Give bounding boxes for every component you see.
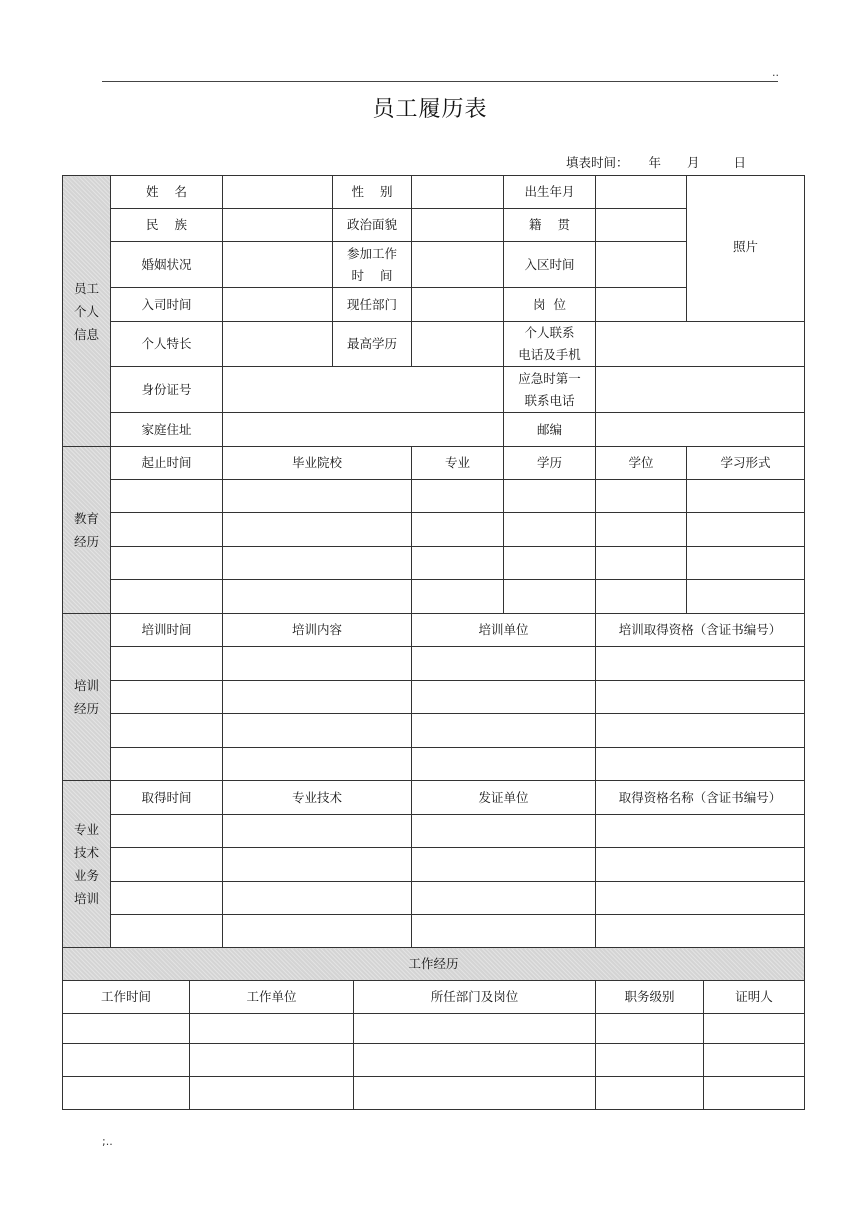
cell[interactable] [596, 580, 687, 614]
cell[interactable] [223, 815, 412, 848]
cell[interactable] [190, 1044, 354, 1077]
cell[interactable] [596, 1077, 704, 1110]
work-header-reference: 证明人 [704, 981, 805, 1014]
cell[interactable] [354, 1014, 596, 1044]
label-education-level: 最高学历 [333, 322, 412, 367]
work-header-employer: 工作单位 [190, 981, 354, 1014]
table-row [63, 580, 805, 614]
cell[interactable] [111, 681, 223, 714]
cell[interactable] [412, 681, 596, 714]
cell[interactable] [412, 815, 596, 848]
label-marital: 婚姻状况 [111, 242, 223, 288]
cell[interactable] [111, 815, 223, 848]
section-work-history: 工作经历 [63, 948, 805, 981]
edu-header-period: 起止时间 [111, 447, 223, 480]
month-label: 月 [687, 155, 700, 170]
cell[interactable] [596, 848, 805, 882]
cell[interactable] [504, 480, 596, 513]
table-row [63, 882, 805, 915]
train-header-qualification: 培训取得资格（含证书编号） [596, 614, 805, 647]
resume-form-table [62, 175, 805, 948]
cell[interactable] [190, 1077, 354, 1110]
cell[interactable] [687, 513, 805, 547]
cell[interactable] [111, 547, 223, 580]
corner-mark: .. [772, 66, 779, 79]
cell[interactable] [596, 1014, 704, 1044]
cell[interactable] [111, 848, 223, 882]
cell[interactable] [687, 580, 805, 614]
table-row [63, 1014, 805, 1044]
cell[interactable] [412, 480, 504, 513]
cell[interactable] [596, 714, 805, 748]
bottom-mark: ;.. [102, 1135, 113, 1148]
header-rule [102, 81, 778, 82]
cell[interactable] [354, 1077, 596, 1110]
cell[interactable] [596, 882, 805, 915]
cell[interactable] [223, 882, 412, 915]
label-postcode: 邮编 [504, 413, 596, 447]
pro-header-qualification: 取得资格名称（含证书编号） [596, 781, 805, 815]
page-title: 员工履历表 [372, 97, 488, 122]
work-header-time: 工作时间 [63, 981, 190, 1014]
field-ethnicity[interactable] [223, 209, 333, 242]
cell[interactable] [596, 647, 805, 681]
train-header-content: 培训内容 [223, 614, 412, 647]
pro-header-tech: 专业技术 [223, 781, 412, 815]
label-ethnicity: 民 族 [111, 209, 223, 242]
edu-header-school: 毕业院校 [223, 447, 412, 480]
cell[interactable] [223, 848, 412, 882]
cell[interactable] [596, 681, 805, 714]
cell[interactable] [596, 513, 687, 547]
field-emergency[interactable] [596, 367, 805, 413]
cell[interactable] [412, 882, 596, 915]
cell[interactable] [111, 480, 223, 513]
cell[interactable] [223, 714, 412, 748]
label-native: 籍 贯 [504, 209, 596, 242]
photo-label: 照片 [732, 239, 758, 254]
field-address[interactable] [223, 413, 504, 447]
section-professional: 专业 技术 业务 培训 [63, 781, 111, 948]
cell[interactable] [704, 1044, 805, 1077]
label-birth: 出生年月 [504, 176, 596, 209]
cell[interactable] [412, 714, 596, 748]
photo-box[interactable] [687, 176, 805, 322]
cell[interactable] [354, 1044, 596, 1077]
cell[interactable] [63, 1044, 190, 1077]
cell[interactable] [596, 915, 805, 948]
field-work-start[interactable] [412, 242, 504, 288]
edu-header-mode: 学习形式 [687, 447, 805, 480]
cell[interactable] [111, 647, 223, 681]
field-id-number[interactable] [223, 367, 504, 413]
section-personal-info: 员工 个人 信息 [63, 176, 111, 447]
cell[interactable] [223, 681, 412, 714]
label-name: 姓 名 [111, 176, 223, 209]
cell[interactable] [504, 513, 596, 547]
field-name[interactable] [223, 176, 333, 209]
cell[interactable] [412, 647, 596, 681]
label-work-start: 参加工作 时 间 [333, 242, 412, 288]
cell[interactable] [704, 1077, 805, 1110]
pro-header-time: 取得时间 [111, 781, 223, 815]
label-position: 岗 位 [504, 288, 596, 322]
cell[interactable] [111, 748, 223, 781]
cell[interactable] [111, 580, 223, 614]
table-row [63, 815, 805, 848]
table-row [63, 480, 805, 513]
label-id-number: 身份证号 [111, 367, 223, 413]
train-header-time: 培训时间 [111, 614, 223, 647]
work-header-rank: 职务级别 [596, 981, 704, 1014]
cell[interactable] [412, 748, 596, 781]
cell[interactable] [412, 513, 504, 547]
edu-header-major: 专业 [412, 447, 504, 480]
edu-header-degree: 学位 [596, 447, 687, 480]
cell[interactable] [596, 815, 805, 848]
field-current-dept[interactable] [412, 288, 504, 322]
cell[interactable] [111, 513, 223, 547]
cell[interactable] [111, 915, 223, 948]
table-row [63, 714, 805, 748]
field-specialty[interactable] [223, 322, 333, 367]
table-row [63, 513, 805, 547]
cell[interactable] [223, 647, 412, 681]
field-phone[interactable] [596, 322, 805, 367]
cell[interactable] [223, 547, 412, 580]
table-row [63, 748, 805, 781]
cell[interactable] [412, 580, 504, 614]
label-emergency: 应急时第一 联系电话 [504, 367, 596, 413]
work-history-table [62, 947, 805, 1110]
pro-header-issuer: 发证单位 [412, 781, 596, 815]
cell[interactable] [687, 480, 805, 513]
year-label: 年 [648, 155, 662, 170]
cell[interactable] [504, 547, 596, 580]
edu-header-level: 学历 [504, 447, 596, 480]
cell[interactable] [223, 915, 412, 948]
field-postcode[interactable] [596, 413, 805, 447]
cell[interactable] [412, 547, 504, 580]
field-native[interactable] [596, 209, 687, 242]
label-gender: 性 别 [333, 176, 412, 209]
cell[interactable] [596, 547, 687, 580]
section-training: 培训 经历 [63, 614, 111, 781]
cell[interactable] [687, 547, 805, 580]
table-row [63, 915, 805, 948]
cell[interactable] [223, 580, 412, 614]
label-address: 家庭住址 [111, 413, 223, 447]
section-education: 教育 经历 [63, 447, 111, 614]
field-education-level[interactable] [412, 322, 504, 367]
table-row [63, 1077, 805, 1110]
cell[interactable] [190, 1014, 354, 1044]
label-specialty: 个人特长 [111, 322, 223, 367]
table-row [63, 647, 805, 681]
table-row [63, 681, 805, 714]
fill-date-line [566, 153, 746, 171]
label-current-dept: 现任部门 [333, 288, 412, 322]
cell[interactable] [596, 480, 687, 513]
table-row [63, 547, 805, 580]
field-political[interactable] [412, 209, 504, 242]
cell[interactable] [704, 1014, 805, 1044]
field-marital[interactable] [223, 242, 333, 288]
cell[interactable] [223, 480, 412, 513]
cell[interactable] [412, 915, 596, 948]
table-row [63, 1044, 805, 1077]
field-birth[interactable] [596, 176, 687, 209]
cell[interactable] [223, 748, 412, 781]
fill-time-label: 填表时间： [566, 155, 629, 170]
cell[interactable] [63, 1077, 190, 1110]
label-district-entry: 入区时间 [504, 242, 596, 288]
field-company-entry[interactable] [223, 288, 333, 322]
work-header-dept: 所任部门及岗位 [354, 981, 596, 1014]
cell[interactable] [412, 848, 596, 882]
label-phone: 个人联系 电话及手机 [504, 322, 596, 367]
cell[interactable] [596, 748, 805, 781]
cell[interactable] [111, 714, 223, 748]
field-position[interactable] [596, 288, 687, 322]
table-row [63, 848, 805, 882]
train-header-unit: 培训单位 [412, 614, 596, 647]
cell[interactable] [111, 882, 223, 915]
cell[interactable] [596, 1044, 704, 1077]
cell[interactable] [63, 1014, 190, 1044]
day-label: 日 [733, 155, 747, 170]
label-company-entry: 入司时间 [111, 288, 223, 322]
field-district-entry[interactable] [596, 242, 687, 288]
cell[interactable] [504, 580, 596, 614]
field-gender[interactable] [412, 176, 504, 209]
label-political: 政治面貌 [333, 209, 412, 242]
cell[interactable] [223, 513, 412, 547]
